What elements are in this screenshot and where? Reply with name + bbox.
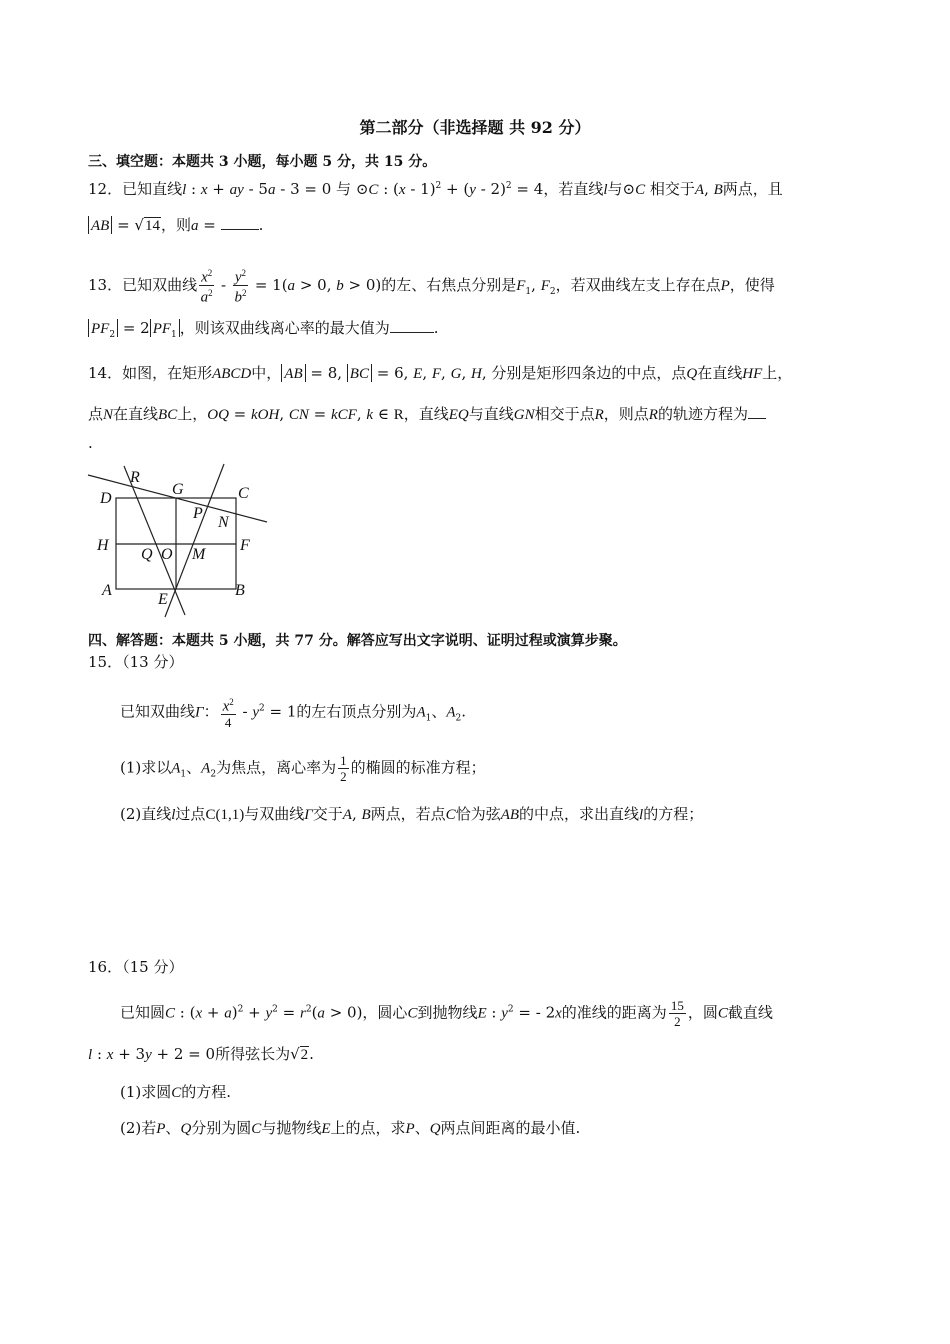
q13-answer-blank xyxy=(390,319,434,333)
q16-intro-line-2: l : x + 3y + 2 = 0所得弦长为√2. xyxy=(88,1045,314,1063)
figure-label-c: C xyxy=(238,485,249,502)
figure-label-h: H xyxy=(97,537,109,554)
q16-part-1: (1)求圆C的方程. xyxy=(120,1083,232,1101)
q14-figure xyxy=(80,460,280,620)
q13-line-2: $PF_2 = 2$ $PF_1$ ，则该双曲线离心率的最大值为 . xyxy=(88,318,439,345)
figure-label-f: F xyxy=(240,537,250,554)
q13-line-1: 13．已知双曲线 $\frac{x^2}{a^2}$ - $\frac{y^2}{b^2}$ = 1(a > 0, b > 0)的左、右焦点分别是$F_1$, $F_2$，若双曲线左支上存在点P，使得 xyxy=(88,268,775,306)
figure-label-r: R xyxy=(130,469,140,486)
q14-period: . xyxy=(88,434,93,452)
q14-line-1: 14．如图，在矩形ABCD中， AB = 8, BC = 6, E, F, G, H, 分别是矩形四条边的中点，点Q在直线HF上， xyxy=(88,364,793,382)
q12-line-1: 12．已知直线l : x + ay - 5a - 3 = 0 与 ⊙C : (x - 1)$^2$ + (y - 2)$^2$ = 4，若直线l与⊙C 相交于A, B两点，且 xyxy=(88,180,783,198)
figure-label-a: A xyxy=(102,582,112,599)
figure-label-m: M xyxy=(192,546,206,563)
q16-header: 16．（15 分） xyxy=(88,958,184,976)
figure-label-d: D xyxy=(100,490,112,507)
figure-label-n: N xyxy=(218,514,229,531)
figure-label-g: G xyxy=(172,481,184,498)
q15-part-1: (1)求以$A_1$、$A_2$为焦点，离心率为 $\frac{1}{2}$ 的椭圆的标准方程； xyxy=(120,753,486,784)
figure-label-p: P xyxy=(193,505,203,522)
q16-part-2: (2)若P、Q分别为圆C与抛物线E上的点，求P、Q两点间距离的最小值. xyxy=(120,1119,581,1137)
figure-label-b: B xyxy=(235,582,245,599)
q15-header: 15．（13 分） xyxy=(88,653,184,671)
section-3-heading: 三、填空题：本题共 3 小题，每小题 5 分，共 15 分。 xyxy=(88,154,437,170)
q15-intro: 已知双曲线Γ： $\frac{x^2}{4}$ - $y^2 = 1$的左右顶点分别为$A_1$、$A_2$. xyxy=(120,697,467,731)
figure-label-o: O xyxy=(161,546,173,563)
q14-answer-blank xyxy=(748,405,766,419)
q15-part-2: (2)直线l过点C(1,1)与双曲线Γ交于A, B两点，若点C恰为弦AB的中点，求出直线l的方程； xyxy=(120,805,704,823)
q12-line-2: AB = √14，则a = . xyxy=(88,215,263,236)
q12-answer-blank xyxy=(221,216,259,230)
figure-label-q: Q xyxy=(141,546,153,563)
section-4-heading: 四、解答题：本题共 5 小题，共 77 分。解答应写出文字说明、证明过程或演算步聚。 xyxy=(88,633,627,649)
part-title: 第二部分（非选择题 共 92 分） xyxy=(359,118,591,137)
q16-intro-line-1: 已知圆C : $(x + a)^2 + y^2 = r^2(a > 0)$，圆心C到抛物线E : $y^2$ = - 2x的准线的距离为 $\frac{15}{2}$ ，圆C截直线 xyxy=(120,998,773,1029)
figure-label-e: E xyxy=(158,591,168,608)
q14-line-2: 点N在直线BC上，OQ = kOH, CN = kCF, k ∈ R，直线EQ与直线GN相交于点R，则点R的轨迹方程为 xyxy=(88,404,766,425)
